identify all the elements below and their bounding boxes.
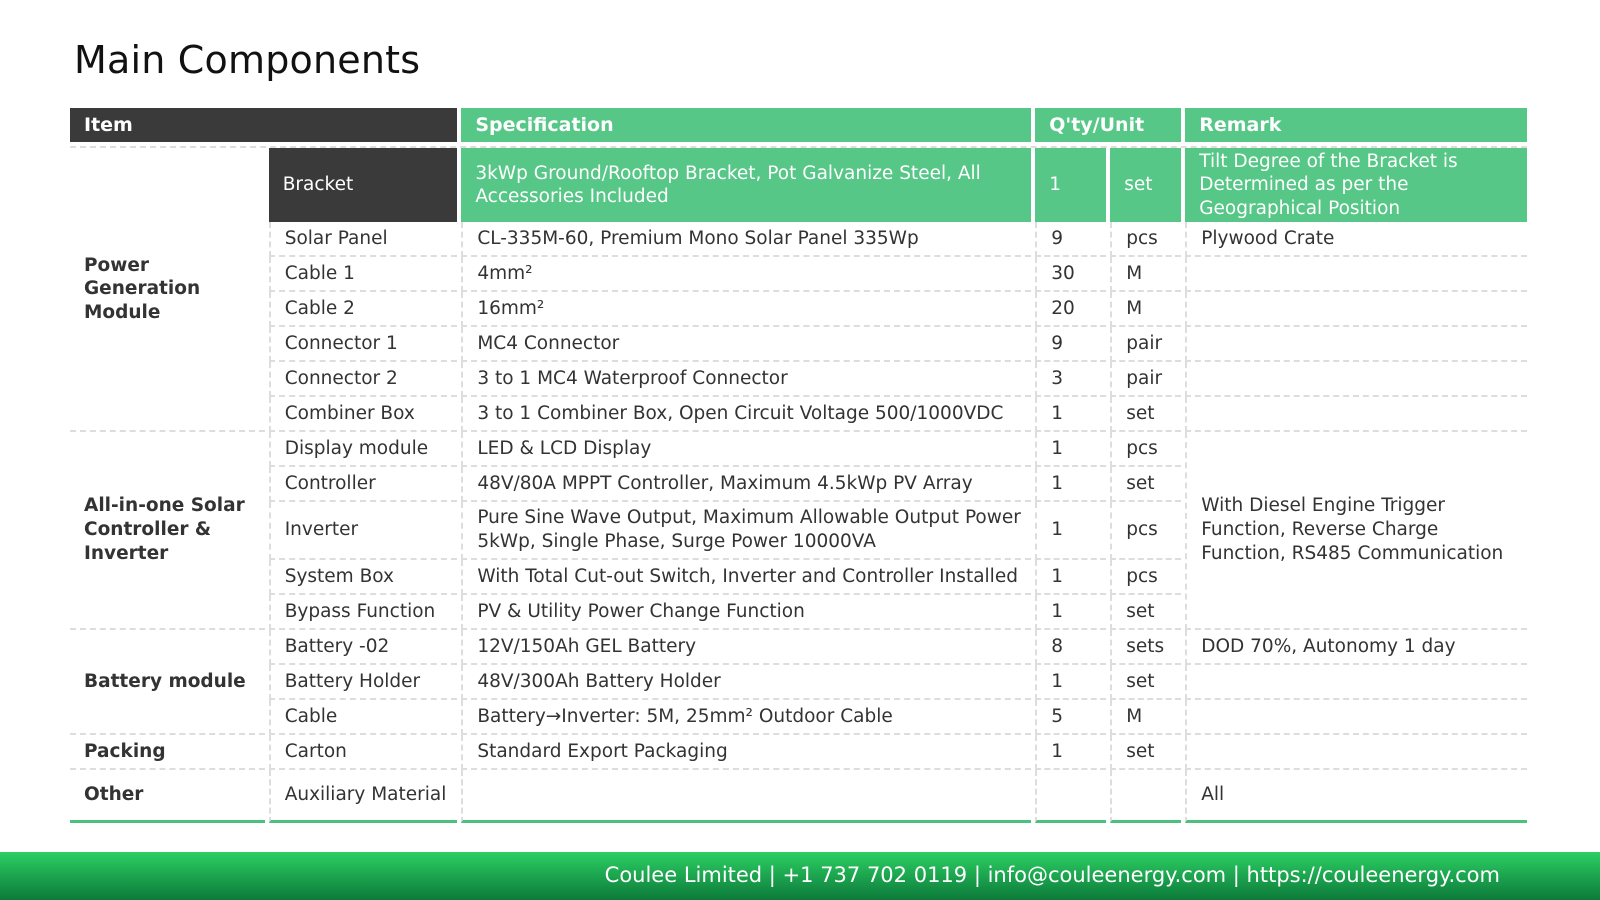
- unit-cell: [1110, 770, 1181, 823]
- remark-cell: [1185, 257, 1527, 292]
- spec-cell: Standard Export Packaging: [461, 735, 1031, 770]
- unit-cell: set: [1110, 397, 1181, 432]
- item-cell: Cable: [269, 700, 458, 735]
- spec-cell: 4mm²: [461, 257, 1031, 292]
- table-row: [70, 362, 1527, 397]
- unit-cell: set: [1110, 735, 1181, 770]
- item-cell: Auxiliary Material: [269, 770, 458, 823]
- unit-cell: pcs: [1110, 222, 1181, 257]
- spec-cell: 48V/80A MPPT Controller, Maximum 4.5kWp PV Array: [461, 467, 1031, 502]
- group-power-generation: Power Generation Module: [70, 148, 265, 432]
- remark-cell: [1185, 362, 1527, 397]
- unit-cell: M: [1110, 257, 1181, 292]
- table-row: [70, 148, 1527, 222]
- spec-cell: MC4 Connector: [461, 327, 1031, 362]
- spec-cell: Pure Sine Wave Output, Maximum Allowable Output Power 5kWp, Single Phase, Surge Power 10000VA: [461, 502, 1031, 560]
- spec-cell: 3 to 1 Combiner Box, Open Circuit Voltage 500/1000VDC: [461, 397, 1031, 432]
- qty-cell: 1: [1035, 502, 1106, 560]
- table-row: [70, 770, 1527, 823]
- item-cell: Bypass Function: [269, 595, 458, 630]
- spec-cell: Battery→Inverter: 5M, 25mm² Outdoor Cable: [461, 700, 1031, 735]
- qty-cell: 9: [1035, 222, 1106, 257]
- spec-cell: With Total Cut-out Switch, Inverter and Controller Installed: [461, 560, 1031, 595]
- table-row: [70, 397, 1527, 432]
- qty-cell: 20: [1035, 292, 1106, 327]
- unit-cell: set: [1110, 467, 1181, 502]
- group-all-in-one: All-in-one Solar Controller & Inverter: [70, 432, 265, 630]
- spec-cell: 16mm²: [461, 292, 1031, 327]
- spec-cell: 12V/150Ah GEL Battery: [461, 630, 1031, 665]
- qty-cell: 9: [1035, 327, 1106, 362]
- item-cell: Carton: [269, 735, 458, 770]
- qty-cell: 1: [1035, 595, 1106, 630]
- item-cell: Combiner Box: [269, 397, 458, 432]
- table-row: [70, 222, 1527, 257]
- remark-cell: All: [1185, 770, 1527, 823]
- item-cell: Connector 2: [269, 362, 458, 397]
- unit-cell: sets: [1110, 630, 1181, 665]
- remark-cell: [1185, 327, 1527, 362]
- group-battery: Battery module: [70, 630, 265, 735]
- table-row: [70, 665, 1527, 700]
- remark-cell: [1185, 735, 1527, 770]
- qty-cell: 5: [1035, 700, 1106, 735]
- spec-cell: 3kWp Ground/Rooftop Bracket, Pot Galvanize Steel, All Accessories Included: [461, 148, 1031, 222]
- unit-cell: pcs: [1110, 560, 1181, 595]
- table-row: [70, 630, 1527, 665]
- unit-cell: pcs: [1110, 502, 1181, 560]
- spec-cell: CL-335M-60, Premium Mono Solar Panel 335Wp: [461, 222, 1031, 257]
- qty-cell: [1035, 770, 1106, 823]
- remark-cell: [1185, 292, 1527, 327]
- qty-cell: 30: [1035, 257, 1106, 292]
- spec-cell: PV & Utility Power Change Function: [461, 595, 1031, 630]
- remark-cell: [1185, 397, 1527, 432]
- group-packing: Packing: [70, 735, 265, 770]
- item-cell: Battery -02: [269, 630, 458, 665]
- remark-cell: [1185, 700, 1527, 735]
- footer-contact: Coulee Limited | +1 737 702 0119 | info@couleenergy.com | https://couleenergy.com: [604, 863, 1500, 887]
- qty-cell: 1: [1035, 397, 1106, 432]
- unit-cell: set: [1110, 148, 1181, 222]
- spec-cell: LED & LCD Display: [461, 432, 1031, 467]
- unit-cell: M: [1110, 292, 1181, 327]
- item-cell: Bracket: [269, 148, 458, 222]
- unit-cell: set: [1110, 595, 1181, 630]
- item-cell: Battery Holder: [269, 665, 458, 700]
- qty-cell: 1: [1035, 665, 1106, 700]
- unit-cell: pcs: [1110, 432, 1181, 467]
- item-cell: Cable 1: [269, 257, 458, 292]
- qty-cell: 1: [1035, 148, 1106, 222]
- item-cell: Inverter: [269, 502, 458, 560]
- table-row: [70, 327, 1527, 362]
- spec-cell: [461, 770, 1031, 823]
- item-cell: Cable 2: [269, 292, 458, 327]
- qty-cell: 1: [1035, 560, 1106, 595]
- footer-bar: [0, 852, 1600, 900]
- page-title: Main Components: [74, 38, 421, 82]
- header-item: Item: [70, 108, 457, 142]
- item-cell: System Box: [269, 560, 458, 595]
- table-row: [70, 292, 1527, 327]
- header-specification: Specification: [461, 108, 1031, 142]
- table-header-row: [70, 108, 1527, 142]
- item-cell: Display module: [269, 432, 458, 467]
- unit-cell: set: [1110, 665, 1181, 700]
- item-cell: Connector 1: [269, 327, 458, 362]
- item-cell: Controller: [269, 467, 458, 502]
- components-table: [66, 108, 1531, 823]
- remark-cell: DOD 70%, Autonomy 1 day: [1185, 630, 1527, 665]
- qty-cell: 3: [1035, 362, 1106, 397]
- qty-cell: 8: [1035, 630, 1106, 665]
- table-row: [70, 700, 1527, 735]
- group-other: Other: [70, 770, 265, 823]
- qty-cell: 1: [1035, 735, 1106, 770]
- remark-cell: Tilt Degree of the Bracket is Determined as per the Geographical Position: [1185, 148, 1527, 222]
- header-remark: Remark: [1185, 108, 1527, 142]
- unit-cell: pair: [1110, 362, 1181, 397]
- qty-cell: 1: [1035, 432, 1106, 467]
- table-row: [70, 257, 1527, 292]
- qty-cell: 1: [1035, 467, 1106, 502]
- remark-cell: With Diesel Engine Trigger Function, Reverse Charge Function, RS485 Communication: [1185, 432, 1527, 630]
- unit-cell: pair: [1110, 327, 1181, 362]
- spec-cell: 48V/300Ah Battery Holder: [461, 665, 1031, 700]
- table-row: [70, 432, 1527, 467]
- header-qty-unit: Q'ty/Unit: [1035, 108, 1181, 142]
- remark-cell: [1185, 665, 1527, 700]
- unit-cell: M: [1110, 700, 1181, 735]
- remark-cell: Plywood Crate: [1185, 222, 1527, 257]
- item-cell: Solar Panel: [269, 222, 458, 257]
- table-row: [70, 735, 1527, 770]
- spec-cell: 3 to 1 MC4 Waterproof Connector: [461, 362, 1031, 397]
